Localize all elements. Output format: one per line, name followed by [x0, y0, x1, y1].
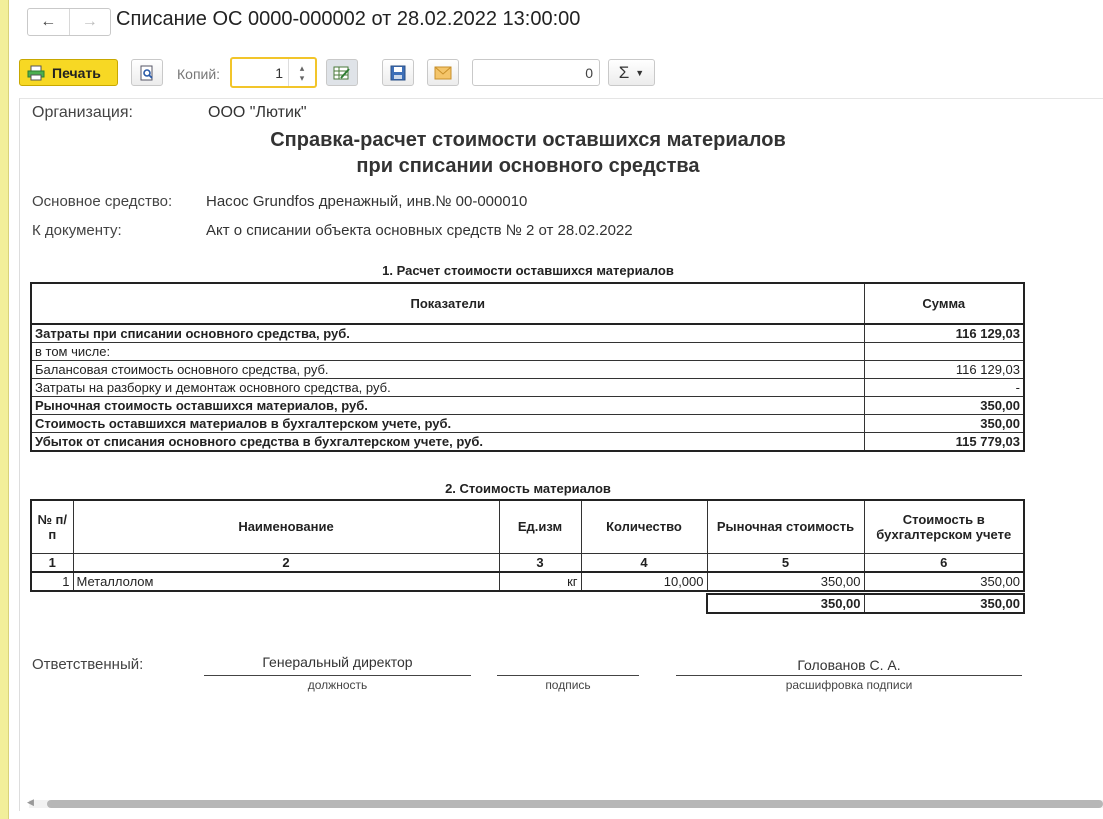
col-name-header: Наименование [73, 500, 499, 553]
row-value: 350,00 [864, 397, 1024, 415]
table-row [31, 572, 1024, 591]
doc-label: К документу: [32, 222, 122, 239]
row-qty: 10,000 [581, 572, 707, 591]
report-sheet [19, 98, 1103, 811]
toolbar [8, 56, 1103, 92]
table-row [31, 361, 1024, 379]
report-title-line2: при списании основного средства [356, 155, 700, 177]
col-number: 3 [499, 553, 581, 572]
row-label: Рыночная стоимость оставшихся материалов, руб. [31, 397, 864, 415]
row-book: 350,00 [864, 572, 1024, 591]
table-row [31, 324, 1024, 343]
total-row [707, 594, 1024, 613]
calc-table [30, 282, 1025, 452]
copies-value: 1 [275, 65, 283, 81]
sum-field[interactable] [472, 59, 600, 86]
section2-title: 2. Стоимость материалов [445, 481, 611, 496]
col-market-header: Рыночная стоимость [707, 500, 864, 553]
row-value: 116 129,03 [864, 324, 1024, 343]
row-label: Балансовая стоимость основного средства, руб. [31, 361, 864, 379]
org-label: Организация: [32, 104, 133, 121]
copies-input[interactable] [230, 57, 317, 88]
name-line [676, 675, 1022, 676]
sum-value: 0 [585, 65, 593, 81]
total-market: 350,00 [707, 594, 864, 613]
responsible-label: Ответственный: [32, 656, 144, 673]
table-row [31, 415, 1024, 433]
calc-table-header [31, 283, 1024, 324]
preview-button[interactable] [131, 59, 163, 86]
printer-icon [27, 65, 45, 81]
chevron-down-icon: ▼ [635, 67, 645, 78]
title-bar [8, 0, 1103, 44]
arrow-right-icon: → [81, 13, 98, 30]
row-num: 1 [31, 572, 73, 591]
row-label: Стоимость оставшихся материалов в бухгалтерском учете, руб. [31, 415, 864, 433]
floppy-disk-icon [390, 65, 406, 81]
row-value [864, 343, 1024, 361]
row-name: Металлолом [73, 572, 499, 591]
preview-icon [139, 65, 155, 81]
row-label: Затраты при списании основного средства, руб. [31, 324, 864, 343]
row-label: Убыток от списания основного средства в бухгалтерском учете, руб. [31, 433, 864, 452]
left-rail [0, 0, 9, 819]
row-value: 116 129,03 [864, 361, 1024, 379]
section1-title: 1. Расчет стоимости оставшихся материалов [382, 263, 674, 278]
print-button[interactable] [19, 59, 118, 86]
scrollbar-thumb[interactable] [47, 800, 1103, 808]
col-number: 5 [707, 553, 864, 572]
sign-line [497, 675, 639, 676]
materials-total [706, 593, 1025, 614]
save-button[interactable] [382, 59, 414, 86]
col-sum-header: Сумма [864, 283, 1024, 324]
col-number: 6 [864, 553, 1024, 572]
col-unit-header: Ед.изм [499, 500, 581, 553]
row-value: 350,00 [864, 415, 1024, 433]
asset-label: Основное средство: [32, 193, 173, 210]
col-indicator-header: Показатели [31, 283, 864, 324]
back-button[interactable] [28, 9, 69, 35]
name-caption: расшифровка подписи [785, 678, 913, 692]
report-title-line1: Справка-расчет стоимости оставшихся материалов [270, 129, 786, 151]
window-title: Списание ОС 0000-000002 от 28.02.2022 13:00:00 [116, 8, 581, 30]
row-unit: кг [499, 572, 581, 591]
col-number: 2 [73, 553, 499, 572]
row-value: - [864, 379, 1024, 397]
copies-stepper[interactable] [288, 59, 315, 86]
materials-table [30, 499, 1025, 592]
position-value: Генеральный директор [262, 654, 413, 670]
table-row [31, 379, 1024, 397]
col-num-header: № п/п [31, 500, 73, 553]
print-label: Печать [52, 64, 101, 81]
arrow-left-icon: ← [40, 13, 57, 30]
row-label: Затраты на разборку и демонтаж основного средства, руб. [31, 379, 864, 397]
materials-header [31, 500, 1024, 553]
scroll-left-icon[interactable]: ◀ [27, 797, 34, 807]
doc-value: Акт о списании объекта основных средств № 2 от 28.02.2022 [206, 222, 633, 239]
total-book: 350,00 [864, 594, 1024, 613]
position-caption: должность [307, 678, 368, 692]
row-value: 115 779,03 [864, 433, 1024, 452]
spin-up-icon: ▴ [299, 62, 305, 73]
send-email-button[interactable] [427, 59, 459, 86]
horizontal-scrollbar[interactable] [19, 797, 1103, 811]
col-book-header: Стоимость в бухгалтерском учете [864, 500, 1024, 553]
asset-value: Насос Grundfos дренажный, инв.№ 00-000010 [206, 193, 528, 210]
position-line [204, 675, 471, 676]
row-label: в том числе: [31, 343, 864, 361]
edit-table-icon [333, 65, 351, 81]
table-row [31, 397, 1024, 415]
nav-buttons [27, 8, 111, 36]
forward-button[interactable] [69, 9, 111, 35]
col-qty-header: Количество [581, 500, 707, 553]
edit-button[interactable] [326, 59, 358, 86]
col-number: 1 [31, 553, 73, 572]
sigma-button[interactable] [608, 59, 655, 86]
spin-down-icon: ▾ [299, 72, 305, 83]
table-row [31, 433, 1024, 452]
copies-label: Копий: [177, 66, 221, 82]
name-value: Голованов С. А. [797, 657, 901, 673]
col-number: 4 [581, 553, 707, 572]
row-market: 350,00 [707, 572, 864, 591]
org-value: ООО "Лютик" [208, 104, 307, 121]
sign-caption: подпись [545, 678, 591, 692]
column-numbers-row [31, 553, 1024, 572]
sigma-icon: Σ [618, 62, 630, 82]
table-row [31, 343, 1024, 361]
envelope-icon [434, 66, 452, 80]
